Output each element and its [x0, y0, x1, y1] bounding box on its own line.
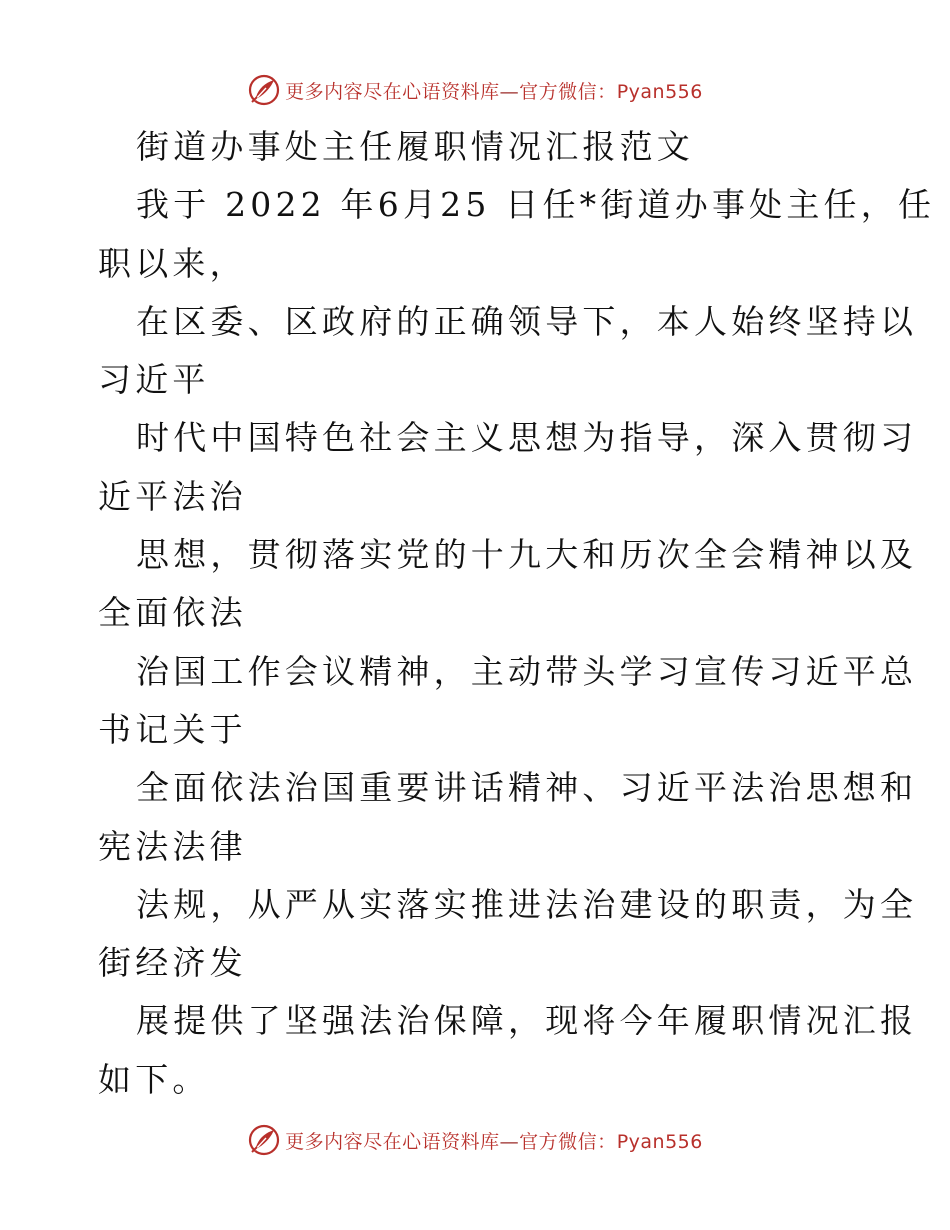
feather-pen-logo-icon — [247, 1123, 281, 1157]
banner-wechat-id: Pyan556 — [616, 1130, 703, 1153]
banner-dash: — — [499, 1130, 520, 1153]
paragraph-line: 街经济发 — [98, 943, 247, 983]
paragraph-line: 展提供了坚强法治保障，现将今年履职情况汇报 — [136, 1001, 918, 1041]
document-title: 街道办事处主任履职情况汇报范文 — [136, 127, 694, 166]
paragraph-line: 治国工作会议精神，主动带头学习宣传习近平总 — [136, 651, 918, 691]
paragraph-line: 习近平 — [98, 360, 210, 400]
paragraph-line: 近平法治 — [98, 476, 247, 516]
banner-wechat-label: 官方微信： — [519, 1130, 617, 1153]
banner-dash: — — [499, 80, 520, 103]
paragraph-line: 在区委、区政府的正确领导下，本人始终坚持以 — [136, 301, 918, 341]
document-body — [98, 118, 936, 1109]
paragraph-line: 时代中国特色社会主义思想为指导，深入贯彻习 — [136, 418, 918, 458]
footer-banner-content[interactable] — [247, 1123, 703, 1157]
paragraph-line: 全面依法 — [98, 593, 247, 633]
header-banner-content[interactable] — [247, 73, 703, 107]
paragraph-line: 宪法法律 — [98, 826, 247, 866]
paragraph-line: 我于 2022 年6月25 日任*街道办事处主任，任 — [136, 185, 936, 225]
paragraph-line: 如下。 — [98, 1059, 210, 1099]
paragraph-line: 职以来， — [98, 243, 247, 283]
paragraph-line: 思想，贯彻落实党的十九大和历次全会精神以及 — [136, 535, 918, 575]
paragraph-line: 法规，从严从实落实推进法治建设的职责，为全 — [136, 884, 918, 924]
header-banner — [0, 70, 950, 110]
footer-banner-text — [285, 1127, 703, 1154]
header-banner-text — [285, 77, 703, 104]
paragraph-line: 书记关于 — [98, 709, 247, 749]
feather-pen-logo-icon — [247, 73, 281, 107]
footer-banner — [0, 1120, 950, 1160]
banner-wechat-label: 官方微信： — [519, 80, 617, 103]
banner-site-name: 更多内容尽在心语资料库 — [285, 80, 500, 103]
paragraph-line: 全面依法治国重要讲话精神、习近平法治思想和 — [136, 768, 918, 808]
banner-site-name: 更多内容尽在心语资料库 — [285, 1130, 500, 1153]
banner-wechat-id: Pyan556 — [616, 80, 703, 103]
